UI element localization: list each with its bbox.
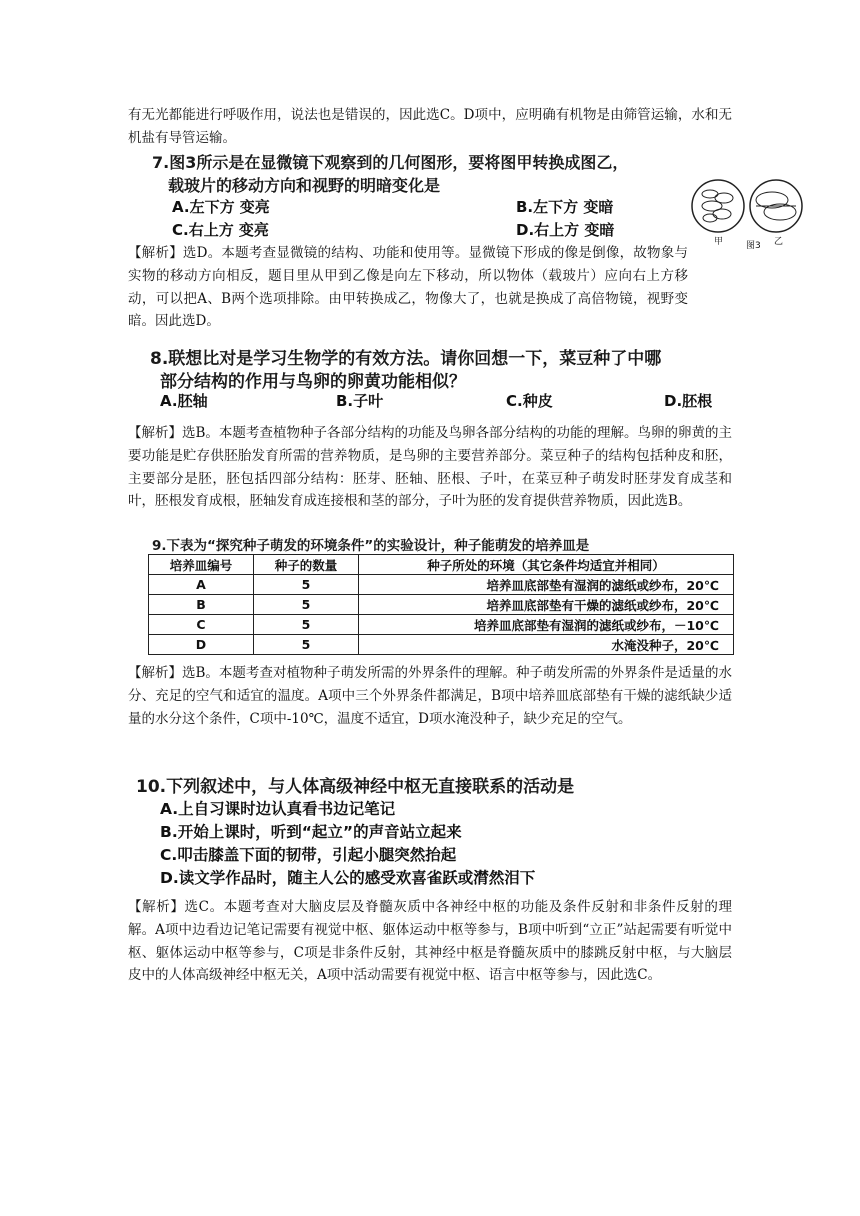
table-cell: A <box>149 575 254 595</box>
table-row <box>149 635 734 655</box>
table-cell: 培养皿底部垫有湿润的滤纸或纱布，－10℃ <box>359 615 734 635</box>
table-cell: D <box>149 635 254 655</box>
seed-germination-table <box>148 554 734 655</box>
q10-option-c: C.叩击膝盖下面的韧带，引起小腿突然抬起 <box>160 846 457 864</box>
q7-option-d: D.右上方 变暗 <box>516 221 615 239</box>
table-cell: 5 <box>254 575 359 595</box>
table-cell: 5 <box>254 615 359 635</box>
table-row <box>149 595 734 615</box>
microscope-figure <box>690 172 840 252</box>
table-cell: C <box>149 615 254 635</box>
table-cell: 培养皿底部垫有湿润的滤纸或纱布，20℃ <box>359 575 734 595</box>
table-header-cell: 种子的数量 <box>254 555 359 575</box>
q7-stem-line2: 载玻片的移动方向和视野的明暗变化是 <box>168 176 441 195</box>
q8-option-a: A.胚轴 <box>160 392 208 410</box>
q8-option-c: C.种皮 <box>506 392 553 410</box>
table-cell: 5 <box>254 595 359 615</box>
table-header-row <box>149 555 734 575</box>
table-header-cell: 培养皿编号 <box>149 555 254 575</box>
q7-option-a: A.左下方 变亮 <box>172 198 270 216</box>
table-cell: B <box>149 595 254 615</box>
q10-analysis: 【解析】选C。本题考查对大脑皮层及脊髓灰质中各神经中枢的功能及条件反射和非条件反射的理解。A项中边看边记笔记需要有视觉中枢、躯体运动中枢等参与，B项中听到“立正”站起需要有听觉中枢、躯体运动中枢等参与，C项是非条件反射，其神经中枢是脊髓灰质中的膝跳反射中枢，与大脑层皮中的人体高级神经中枢无关，A项中活动需要有视觉中枢、语言中枢等参与，因此选C。 <box>128 899 732 984</box>
table-cell: 水淹没种子，20℃ <box>359 635 734 655</box>
q7-option-b: B.左下方 变暗 <box>516 198 614 216</box>
table-cell: 5 <box>254 635 359 655</box>
q8-option-b: B.子叶 <box>336 392 384 410</box>
table-row <box>149 575 734 595</box>
table-header-cell: 种子所处的环境（其它条件均适宜并相同） <box>359 555 734 575</box>
q9-analysis: 【解析】选B。本题考查对植物种子萌发所需的外界条件的理解。种子萌发所需的外界条件是适量的水分、充足的空气和适宜的温度。A项中三个外界条件都满足，B项中培养皿底部垫有干燥的滤纸缺少适量的水分这个条件，C项中-10℃，温度不适宜，D项水淹没种子，缺少充足的空气。 <box>128 665 732 727</box>
q7-option-c: C.右上方 变亮 <box>172 221 269 239</box>
q8-option-d: D.胚根 <box>664 392 713 410</box>
figure-label-jia: 甲 <box>714 237 724 247</box>
q10-stem: 10.下列叙述中，与人体高级神经中枢无直接联系的活动是 <box>136 777 575 797</box>
intro-paragraph: 有无光都能进行呼吸作用，说法也是错误的，因此选C。D项中，应明确有机物是由筛管运输，水和无机盐有导管运输。 <box>128 107 732 146</box>
q7-stem-line1: 7.图3所示是在显微镜下观察到的几何图形，要将图甲转换成图乙， <box>152 153 629 172</box>
q10-option-a: A.上自习课时边认真看书边记笔记 <box>160 800 396 818</box>
table-cell: 培养皿底部垫有干燥的滤纸或纱布，20℃ <box>359 595 734 615</box>
q8-stem-line1: 8.联想比对是学习生物学的有效方法。请你回想一下，菜豆种了中哪 <box>150 349 662 369</box>
q9-stem: 9.下表为“探究种子萌发的环境条件”的实验设计，种子能萌发的培养皿是 <box>152 538 590 554</box>
table-row <box>149 615 734 635</box>
q8-stem-line2: 部分结构的作用与鸟卵的卵黄功能相似？ <box>160 372 466 392</box>
figure-caption: 图3 <box>746 241 761 251</box>
q10-option-b: B.开始上课时，听到“起立”的声音站立起来 <box>160 823 462 841</box>
q8-analysis: 【解析】选B。本题考查植物种子各部分结构的功能及鸟卵各部分结构的功能的理解。鸟卵的卵黄的主要功能是贮存供胚胎发育所需的营养物质，是鸟卵的主要营养部分。菜豆种子的结构包括种皮和胚，主要部分是胚，胚包括四部分结构：胚芽、胚轴、胚根、子叶，在菜豆种子萌发时胚芽发育成茎和叶，胚根发育成根，胚轴发育成连接根和茎的部分，子叶为胚的发育提供营养物质，因此选B。 <box>128 425 732 510</box>
q7-analysis: 【解析】选D。本题考查显微镜的结构、功能和使用等。显微镜下形成的像是倒像，故物象与实物的移动方向相反，题目里从甲到乙像是向左下移动，所以物体（载玻片）应向右上方移动，可以把A、B两个选项排除。由甲转换成乙，物像大了，也就是换成了高倍物镜，视野变暗。因此选D。 <box>128 245 688 330</box>
figure-label-yi: 乙 <box>774 237 784 247</box>
figure-3-diagram <box>690 172 840 252</box>
q10-option-d: D.读文学作品时，随主人公的感受欢喜雀跃或潸然泪下 <box>160 869 536 887</box>
